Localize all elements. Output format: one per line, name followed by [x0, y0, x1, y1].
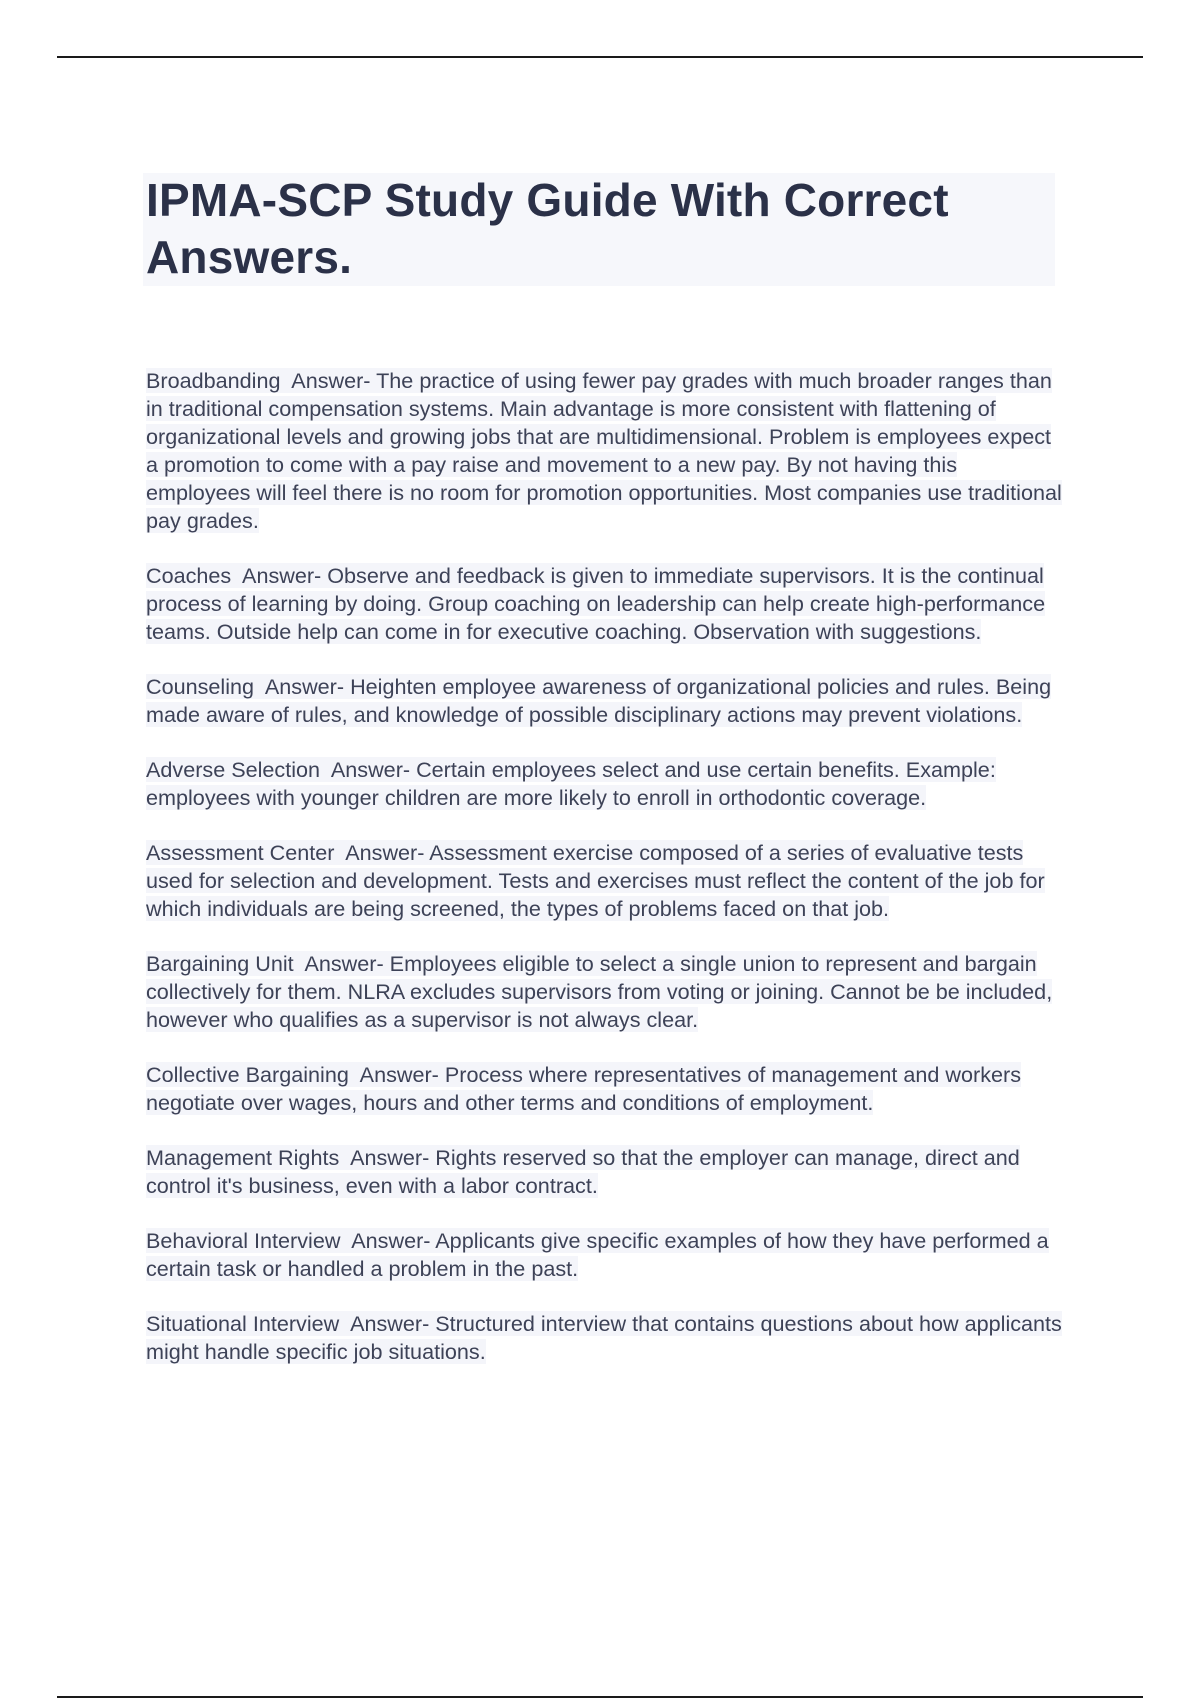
- qa-item: [146, 950, 1066, 1034]
- qa-list: [146, 367, 1066, 1393]
- qa-term: Situational Interview: [146, 1311, 340, 1336]
- qa-answer: The practice of using fewer pay grades with much broader ranges than in traditional compensation systems. Main advantage is more consistent with flattening of organizational levels and growing jobs that are multidimensional. Problem is employees expect a promotion to come with a pay raise and movement to a new pay. By not having this employees will feel there is no room for promotion opportunities. Most companies use traditional pay grades.: [146, 368, 1062, 533]
- top-rule: [57, 56, 1143, 58]
- qa-answer: Applicants give specific examples of how they have performed a certain task or handled a problem in the past.: [146, 1228, 1049, 1281]
- answer-prefix: Answer-: [345, 840, 425, 865]
- qa-term: Behavioral Interview: [146, 1228, 341, 1253]
- qa-item: [146, 1227, 1066, 1283]
- answer-prefix: Answer-: [264, 674, 345, 699]
- qa-item: [146, 756, 1066, 812]
- answer-prefix: Answer-: [351, 1228, 431, 1253]
- qa-term: Adverse Selection: [146, 757, 321, 782]
- qa-answer: Heighten employee awareness of organizational policies and rules. Being made aware of rules, and knowledge of possible disciplinary actions may prevent violations.: [146, 674, 1052, 727]
- qa-item: [146, 562, 1066, 646]
- qa-item: [146, 1061, 1066, 1117]
- answer-prefix: Answer-: [359, 1062, 439, 1087]
- page-title: IPMA-SCP Study Guide With Correct Answers.: [146, 174, 949, 283]
- qa-answer: Observe and feedback is given to immediate supervisors. It is the continual process of learning by doing. Group coaching on leadership can help create high-performance teams. Outside help can come in for executive coaching. Observation with suggestions.: [146, 563, 1046, 644]
- qa-answer: Process where representatives of management and workers negotiate over wages, hours and other terms and conditions of employment.: [146, 1062, 1021, 1115]
- qa-term: Counseling: [146, 674, 255, 699]
- qa-term: Collective Bargaining: [146, 1062, 349, 1087]
- bottom-rule: [57, 1696, 1143, 1698]
- answer-prefix: Answer-: [242, 563, 322, 588]
- qa-term: Assessment Center: [146, 840, 335, 865]
- qa-answer: Rights reserved so that the employer can manage, direct and control it's business, even with a labor contract.: [146, 1145, 1020, 1198]
- qa-term: Bargaining Unit: [146, 951, 294, 976]
- qa-item: [146, 1310, 1066, 1366]
- answer-prefix: Answer-: [304, 951, 384, 976]
- qa-answer: Certain employees select and use certain benefits. Example: employees with younger children are more likely to enroll in orthodontic coverage.: [146, 757, 996, 810]
- answer-prefix: Answer-: [291, 368, 371, 393]
- answer-prefix: Answer-: [330, 757, 411, 782]
- qa-term: Management Rights: [146, 1145, 340, 1170]
- qa-item: [146, 673, 1066, 729]
- qa-answer: Structured interview that contains questions about how applicants might handle specific job situations.: [146, 1311, 1062, 1364]
- answer-prefix: Answer-: [350, 1145, 430, 1170]
- qa-item: [146, 367, 1066, 535]
- answer-prefix: Answer-: [350, 1311, 430, 1336]
- qa-term: Coaches: [146, 563, 232, 588]
- qa-item: [146, 839, 1066, 923]
- qa-answer: Employees eligible to select a single union to represent and bargain collectively for them. NLRA excludes supervisors from voting or joining. Cannot be be included, however who qualifies as a supervisor is not always clear.: [146, 951, 1053, 1032]
- qa-term: Broadbanding: [146, 368, 281, 393]
- qa-item: [146, 1144, 1066, 1200]
- qa-answer: Assessment exercise composed of a series of evaluative tests used for selection and development. Tests and exercises must reflect the content of the job for which individuals are being screened, the types of problems faced on that job.: [146, 840, 1045, 921]
